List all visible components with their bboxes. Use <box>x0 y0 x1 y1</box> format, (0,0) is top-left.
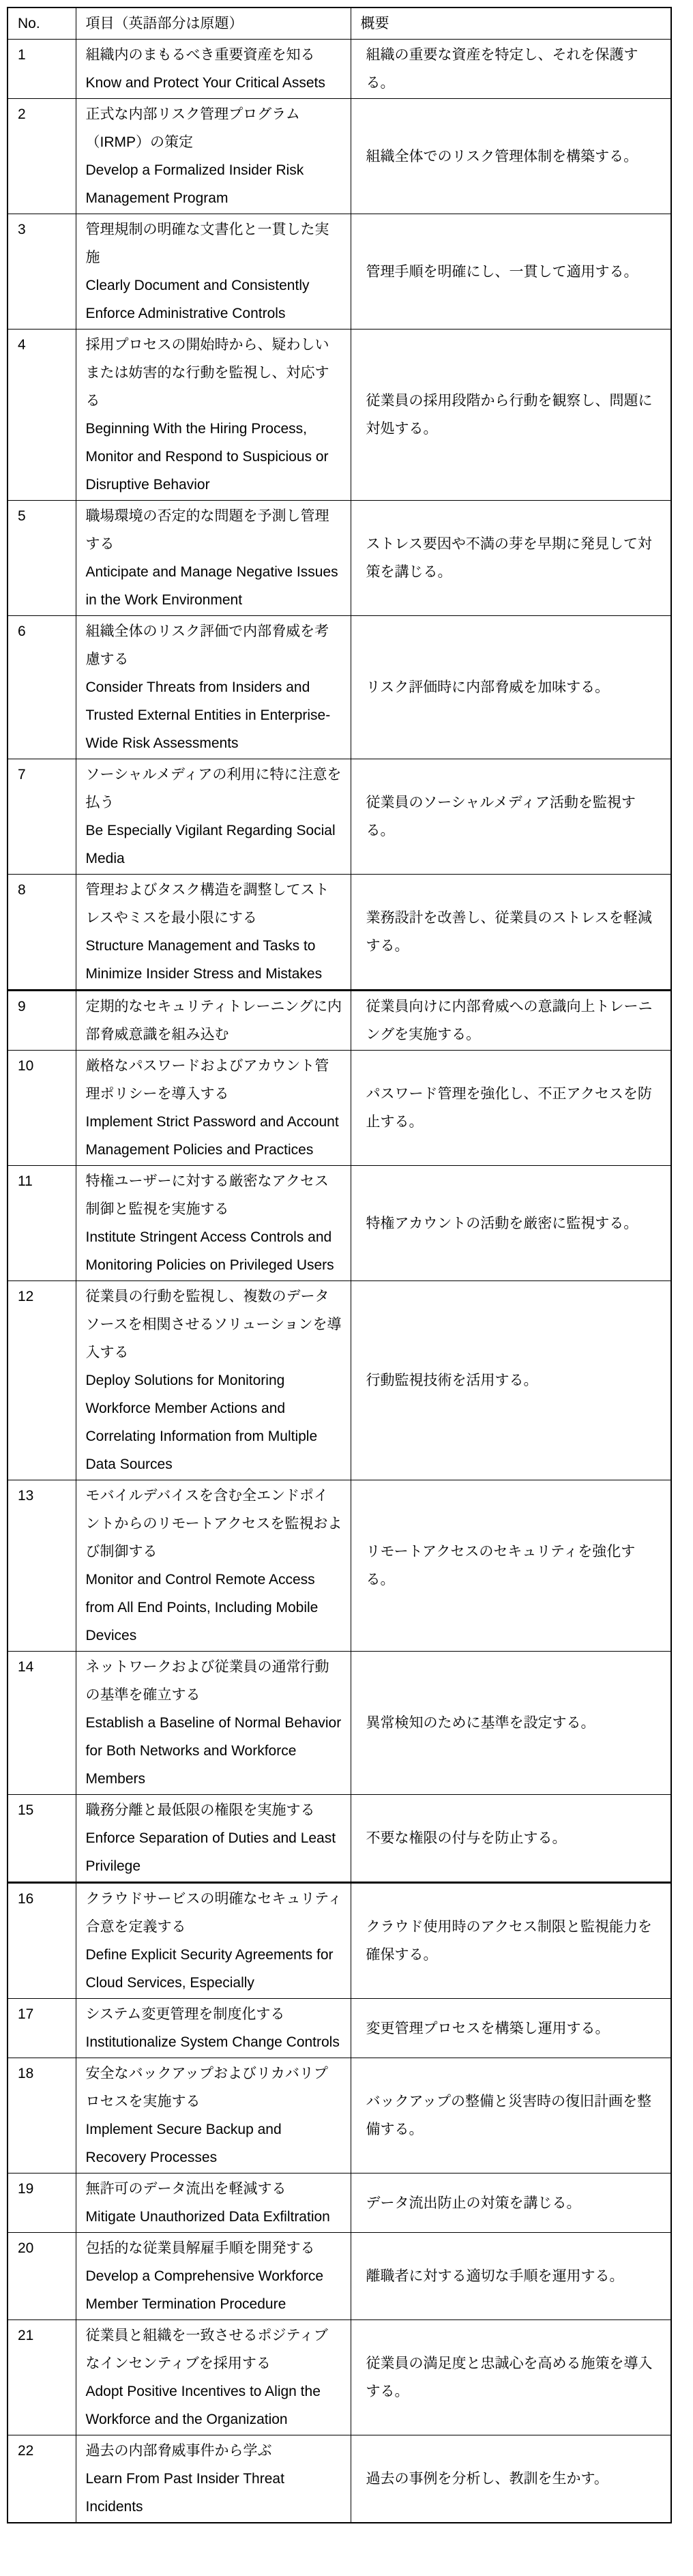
table-row <box>8 214 671 330</box>
table-row <box>8 1795 671 1883</box>
item-japanese-title: 採用プロセスの開始時から、疑わしいまたは妨害的な行動を監視し、対応する <box>85 337 329 409</box>
item-cell <box>76 2174 351 2233</box>
item-cell <box>76 1795 351 1883</box>
item-cell <box>76 759 351 875</box>
row-number-cell <box>8 759 76 875</box>
row-number-cell <box>8 2320 76 2435</box>
summary-cell <box>351 330 671 501</box>
row-summary: 特権アカウントの活動を厳密に監視する。 <box>366 1215 638 1231</box>
summary-cell <box>351 1281 671 1480</box>
table-row <box>8 330 671 501</box>
table-row <box>8 1480 671 1652</box>
row-summary: 管理手順を明確にし、一貫して適用する。 <box>366 263 638 280</box>
row-number: 22 <box>18 2443 34 2459</box>
row-number-cell <box>8 1795 76 1883</box>
table-row <box>8 875 671 991</box>
item-english-title: Institute Stringent Access Controls and Monitoring Policies on Privileged Users <box>85 1229 334 1273</box>
summary-cell <box>351 99 671 214</box>
item-english-title: Be Especially Vigilant Regarding Social Media <box>85 823 336 866</box>
item-english-title: Adopt Positive Incentives to Align the Workforce and the Organization <box>85 2384 321 2427</box>
table-row <box>8 501 671 616</box>
col-header-summary: 概要 <box>351 8 671 40</box>
row-summary: バックアップの整備と災害時の復旧計画を整備する。 <box>366 2094 652 2137</box>
item-japanese-title: 管理規制の明確な文書化と一貫した実施 <box>85 222 329 265</box>
item-english-title: Institutionalize System Change Controls <box>85 2034 340 2050</box>
row-summary: リスク評価時に内部脅威を加味する。 <box>366 679 610 695</box>
summary-cell <box>351 2435 671 2523</box>
summary-cell <box>351 991 671 1051</box>
row-number: 10 <box>18 1058 34 1074</box>
table-row <box>8 1051 671 1166</box>
item-cell <box>76 1999 351 2058</box>
row-number-cell <box>8 2435 76 2523</box>
row-summary: 変更管理プロセスを構築し運用する。 <box>366 2020 610 2036</box>
row-number: 3 <box>18 222 26 237</box>
row-summary: クラウド使用時のアクセス制限と監視能力を確保する。 <box>366 1919 652 1963</box>
row-number: 9 <box>18 999 26 1014</box>
row-number: 19 <box>18 2181 34 2197</box>
row-number-cell <box>8 616 76 759</box>
row-summary: 従業員のソーシャルメディア活動を監視する。 <box>366 795 636 838</box>
row-number-cell <box>8 330 76 501</box>
item-japanese-title: 組織全体のリスク評価で内部脅威を考慮する <box>85 624 329 667</box>
item-cell <box>76 214 351 330</box>
table-row <box>8 2435 671 2523</box>
row-summary: パスワード管理を強化し、不正アクセスを防止する。 <box>366 1086 652 1130</box>
row-summary: 離職者に対する適切な手順を運用する。 <box>366 2268 624 2284</box>
item-english-title: Clearly Document and Consistently Enforce Administrative Controls <box>85 278 310 321</box>
item-english-title: Mitigate Unauthorized Data Exfiltration <box>85 2209 330 2225</box>
row-summary: 従業員の満足度と忠誠心を高める施策を導入する。 <box>366 2356 653 2399</box>
item-cell <box>76 2435 351 2523</box>
summary-cell <box>351 40 671 99</box>
item-japanese-title: 特権ユーザーに対する厳密なアクセス制御と監視を実施する <box>85 1173 329 1217</box>
row-number-cell <box>8 1883 76 1999</box>
row-summary: 業務設計を改善し、従業員のストレスを軽減する。 <box>366 910 652 954</box>
col-header-no: No. <box>8 8 76 40</box>
summary-cell <box>351 1480 671 1652</box>
row-number-cell <box>8 1999 76 2058</box>
item-japanese-title: 過去の内部脅威事件から学ぶ <box>85 2443 272 2459</box>
table-body <box>8 40 671 2523</box>
item-english-title: Enforce Separation of Duties and Least Privilege <box>85 1830 336 1874</box>
summary-cell <box>351 1883 671 1999</box>
item-english-title: Monitor and Control Remote Access from All End Points, Including Mobile Devices <box>85 1572 319 1643</box>
row-number: 4 <box>18 337 26 353</box>
item-english-title: Structure Management and Tasks to Minimize Insider Stress and Mistakes <box>85 938 323 982</box>
table-row <box>8 1883 671 1999</box>
item-cell <box>76 991 351 1051</box>
item-cell <box>76 99 351 214</box>
table-row <box>8 99 671 214</box>
row-summary: データ流出防止の対策を講じる。 <box>366 2195 581 2211</box>
row-number-cell <box>8 501 76 616</box>
row-number-cell <box>8 991 76 1051</box>
row-summary: 不要な権限の付与を防止する。 <box>366 1830 567 1846</box>
row-number: 13 <box>18 1488 34 1504</box>
table-row <box>8 2320 671 2435</box>
row-number: 21 <box>18 2328 34 2343</box>
row-summary: 従業員向けに内部脅威への意識向上トレーニングを実施する。 <box>366 999 653 1042</box>
row-number: 15 <box>18 1802 34 1818</box>
item-cell <box>76 1051 351 1166</box>
row-summary: 組織全体でのリスク管理体制を構築する。 <box>366 148 638 164</box>
item-english-title: Know and Protect Your Critical Assets <box>85 75 325 91</box>
table-row <box>8 759 671 875</box>
summary-cell <box>351 616 671 759</box>
table-row <box>8 616 671 759</box>
item-english-title: Deploy Solutions for Monitoring Workforce Member Actions and Correlating Information from Multiple Data Sources <box>85 1373 318 1472</box>
summary-cell <box>351 2233 671 2320</box>
item-cell <box>76 875 351 991</box>
item-english-title: Establish a Baseline of Normal Behavior for Both Networks and Workforce Members <box>85 1715 342 1787</box>
row-number: 1 <box>18 47 26 63</box>
row-number-cell <box>8 2233 76 2320</box>
row-number-cell <box>8 1281 76 1480</box>
item-japanese-title: 職場環境の否定的な問題を予測し管理する <box>85 508 329 552</box>
item-japanese-title: ネットワークおよび従業員の通常行動の基準を確立する <box>85 1659 329 1703</box>
row-number-cell <box>8 40 76 99</box>
summary-cell <box>351 1166 671 1281</box>
item-cell <box>76 2058 351 2174</box>
item-cell <box>76 40 351 99</box>
row-number: 2 <box>18 106 26 122</box>
item-japanese-title: 従業員の行動を監視し、複数のデータソースを相関させるソリューションを導入する <box>85 1289 342 1360</box>
item-cell <box>76 1652 351 1795</box>
row-summary: 組織の重要な資産を特定し、それを保護する。 <box>366 47 638 91</box>
item-japanese-title: システム変更管理を制度化する <box>85 2006 285 2022</box>
row-number: 11 <box>18 1173 33 1189</box>
item-cell <box>76 330 351 501</box>
item-english-title: Learn From Past Insider Threat Incidents <box>85 2471 284 2515</box>
row-number: 6 <box>18 624 26 639</box>
table-row <box>8 2233 671 2320</box>
item-cell <box>76 1281 351 1480</box>
table-row <box>8 991 671 1051</box>
row-number-cell <box>8 214 76 330</box>
summary-cell <box>351 2174 671 2233</box>
item-english-title: Define Explicit Security Agreements for Cloud Services, Especially <box>85 1947 334 1991</box>
item-cell <box>76 1883 351 1999</box>
item-cell <box>76 2233 351 2320</box>
summary-cell <box>351 1999 671 2058</box>
row-number-cell <box>8 1051 76 1166</box>
item-cell <box>76 1166 351 1281</box>
item-japanese-title: クラウドサービスの明確なセキュリティ合意を定義する <box>85 1891 342 1935</box>
item-japanese-title: 正式な内部リスク管理プログラム（IRMP）の策定 <box>85 106 300 150</box>
item-japanese-title: 無許可のデータ流出を軽減する <box>85 2181 286 2197</box>
item-japanese-title: 厳格なパスワードおよびアカウント管理ポリシーを導入する <box>85 1058 329 1102</box>
row-number-cell <box>8 99 76 214</box>
table-row <box>8 1652 671 1795</box>
row-summary: 異常検知のために基準を設定する。 <box>366 1715 595 1731</box>
row-number: 5 <box>18 508 26 524</box>
item-japanese-title: 組織内のまもるべき重要資産を知る <box>85 47 315 63</box>
summary-cell <box>351 1652 671 1795</box>
row-summary: リモートアクセスのセキュリティを強化する。 <box>366 1544 636 1587</box>
row-number: 17 <box>18 2006 34 2022</box>
best-practices-table <box>7 7 672 2523</box>
item-english-title: Develop a Formalized Insider Risk Management Program <box>85 162 304 206</box>
row-number-cell <box>8 875 76 991</box>
row-number: 8 <box>18 882 26 898</box>
table-row <box>8 2174 671 2233</box>
item-cell <box>76 1480 351 1652</box>
item-english-title: Develop a Comprehensive Workforce Member Termination Procedure <box>85 2268 324 2312</box>
table-row <box>8 1281 671 1480</box>
item-english-title: Beginning With the Hiring Process, Monitor and Respond to Suspicious or Disruptive Behavior <box>85 421 329 493</box>
row-number-cell <box>8 2174 76 2233</box>
item-cell <box>76 616 351 759</box>
header-row <box>8 8 671 40</box>
summary-cell <box>351 214 671 330</box>
table-row <box>8 2058 671 2174</box>
row-number-cell <box>8 1480 76 1652</box>
summary-cell <box>351 501 671 616</box>
row-number: 18 <box>18 2066 34 2081</box>
item-cell <box>76 501 351 616</box>
item-japanese-title: 安全なバックアップおよびリカバリプロセスを実施する <box>85 2066 328 2109</box>
row-summary: 行動監視技術を活用する。 <box>366 1373 538 1388</box>
summary-cell <box>351 2320 671 2435</box>
row-number: 12 <box>18 1289 34 1304</box>
summary-cell <box>351 875 671 991</box>
row-number: 7 <box>18 767 26 782</box>
table-row <box>8 40 671 99</box>
table-row <box>8 1166 671 1281</box>
row-number: 20 <box>18 2240 34 2256</box>
item-english-title: Anticipate and Manage Negative Issues in the Work Environment <box>85 564 338 608</box>
row-number-cell <box>8 2058 76 2174</box>
item-japanese-title: ソーシャルメディアの利用に特に注意を払う <box>85 767 342 810</box>
row-number-cell <box>8 1166 76 1281</box>
item-japanese-title: 定期的なセキュリティトレーニングに内部脅威意識を組み込む <box>85 999 342 1042</box>
item-japanese-title: モバイルデバイスを含む全エンドポイントからのリモートアクセスを監視および制御する <box>85 1488 342 1560</box>
item-english-title: Consider Threats from Insiders and Trusted External Entities in Enterprise-Wide Risk Assessments <box>85 679 331 751</box>
item-japanese-title: 管理およびタスク構造を調整してストレスやミスを最小限にする <box>85 882 329 926</box>
row-number-cell <box>8 1652 76 1795</box>
row-summary: 従業員の採用段階から行動を観察し、問題に対処する。 <box>366 393 653 437</box>
item-cell <box>76 2320 351 2435</box>
table-row <box>8 1999 671 2058</box>
summary-cell <box>351 2058 671 2174</box>
row-summary: ストレス要因や不満の芽を早期に発見して対策を講じる。 <box>366 536 652 580</box>
summary-cell <box>351 759 671 875</box>
item-english-title: Implement Strict Password and Account Management Policies and Practices <box>85 1114 339 1158</box>
summary-cell <box>351 1051 671 1166</box>
row-number: 16 <box>18 1891 34 1907</box>
summary-cell <box>351 1795 671 1883</box>
row-number: 14 <box>18 1659 34 1675</box>
item-japanese-title: 従業員と組織を一致させるポジティブなインセンティブを採用する <box>85 2328 328 2371</box>
item-japanese-title: 包括的な従業員解雇手順を開発する <box>85 2240 315 2256</box>
row-summary: 過去の事例を分析し、教訓を生かす。 <box>366 2471 608 2487</box>
item-japanese-title: 職務分離と最低限の権限を実施する <box>85 1802 315 1818</box>
col-header-item: 項目（英語部分は原題） <box>76 8 351 40</box>
item-english-title: Implement Secure Backup and Recovery Processes <box>85 2122 282 2165</box>
